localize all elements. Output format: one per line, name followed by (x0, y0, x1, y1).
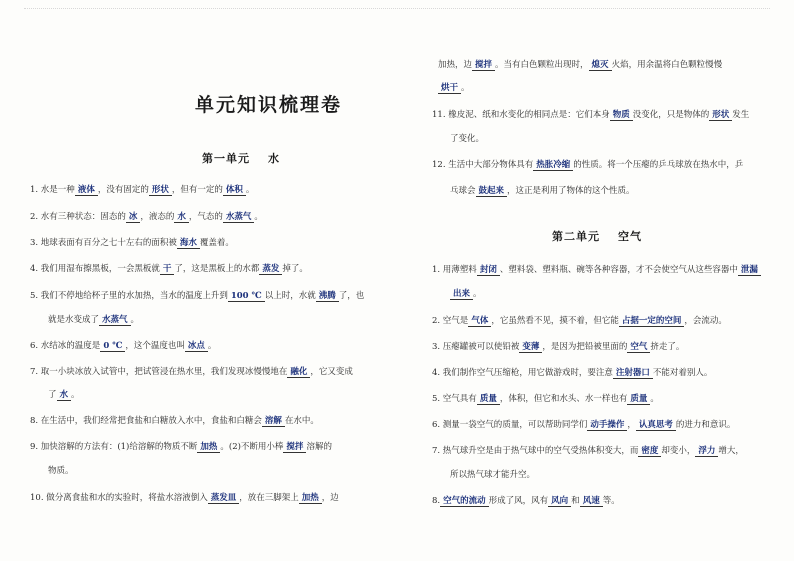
question-text: 。 (254, 212, 263, 222)
answer-blank: 出来 (450, 289, 473, 300)
page-top-rule (24, 8, 770, 9)
answer-blank: 泄漏 (738, 265, 761, 276)
question-text: 4. 我们用湿布擦黑板，一会黑板就 (30, 264, 160, 274)
question-text: 增大， (718, 446, 744, 456)
question-text: 6. 测量一袋空气的质量，可以帮助同学们 (432, 420, 588, 430)
answer-blank: 鼓起来 (476, 186, 508, 197)
unit-one-number: 第一单元 (202, 152, 250, 165)
answer-blank: 空气的流动 (440, 496, 489, 507)
question-text: 没变化，只是物体的 (632, 110, 710, 120)
answer-blank: 0 ℃ (100, 341, 125, 352)
unit-two-heading (552, 228, 642, 244)
answer-blank: 蒸发皿 (208, 493, 240, 504)
answer-blank: 气体 (468, 316, 491, 327)
question-text: 8. 在生活中，我们经常把食盐和白糖放入水中，食盐和白糖会 (30, 416, 262, 426)
answer-blank: 水 (57, 390, 72, 401)
question-text: 和 (571, 496, 580, 506)
answer-blank: 空气 (627, 342, 650, 353)
answer-blank: 占据一定的空间 (619, 316, 685, 327)
question-line (432, 265, 761, 276)
answer-blank: 海水 (177, 238, 200, 249)
question-text: 12. 生活中大部分物体具有 (432, 160, 534, 170)
question-text: 6. 水结冰的温度是 (30, 341, 101, 351)
answer-blank: 物质 (610, 110, 633, 121)
answer-blank: 加热 (299, 493, 322, 504)
question-line (432, 496, 620, 507)
question-line (432, 110, 749, 121)
answer-blank: 沸腾 (316, 291, 339, 302)
question-text: ，气态的 (188, 212, 223, 222)
question-text: 、塑料袋、塑料瓶、碗等各种容器，才不会使空气从这些容器中 (499, 265, 738, 275)
question-text: 加热，边 (438, 60, 473, 70)
question-text: 挤走了。 (650, 342, 685, 352)
question-line (438, 60, 722, 71)
question-line (450, 289, 482, 300)
question-text: 了 (48, 390, 57, 400)
question-text: 5. 我们不停地给杯子里的水加热，当水的温度上升到 (30, 291, 228, 301)
answer-blank: 水蒸气 (223, 212, 255, 223)
question-line (30, 264, 308, 275)
question-line (432, 316, 727, 327)
answer-blank: 溶解 (262, 416, 285, 427)
question-line (30, 416, 319, 427)
answer-blank: 风速 (580, 496, 603, 507)
question-line (48, 390, 80, 401)
question-text: 3. 压瘪罐被可以使铅被 (432, 342, 520, 352)
question-text: ，会流动。 (684, 316, 727, 326)
answer-blank: 水蒸气 (99, 315, 131, 326)
question-text: 乓球会 (450, 186, 476, 196)
question-line (30, 493, 339, 504)
unit-two-number: 第二单元 (552, 230, 600, 243)
question-line (30, 185, 254, 196)
question-text: 。 (71, 390, 80, 400)
question-text: 8. (432, 496, 441, 506)
question-text: 。 (650, 394, 659, 404)
answer-blank: 浮力 (695, 446, 718, 457)
answer-blank: 质量 (477, 394, 500, 405)
question-line (30, 367, 353, 378)
question-text: ，放在三脚架上 (239, 493, 299, 503)
question-text: 了变化。 (450, 134, 485, 144)
answer-blank: 冰 (126, 212, 141, 223)
answer-blank: 水 (174, 212, 189, 223)
question-text: 。(2)不断用小棒 (220, 442, 284, 452)
question-text: 9. 加快溶解的方法有：(1)给溶解的物质不断 (30, 442, 198, 452)
question-text: 7. 取一小块冰放入试管中，把试管浸在热水里，我们发现冰慢慢地在 (30, 367, 288, 377)
answer-blank: 风向 (548, 496, 571, 507)
question-text: 掉了。 (282, 264, 308, 274)
answer-blank: 加热 (197, 442, 220, 453)
question-text: 。 (207, 341, 217, 351)
question-line (30, 291, 364, 302)
unit-one-heading (202, 150, 280, 166)
question-text: ，边 (321, 493, 339, 503)
question-text: 了，这是黑板上的水都 (174, 264, 260, 274)
question-text: 2. 水有三种状态：固态的 (30, 212, 126, 222)
question-line (432, 160, 743, 171)
question-text: 溶解的 (306, 442, 332, 452)
question-text: 1. 用薄塑料 (432, 265, 477, 275)
answer-blank: 形状 (149, 185, 172, 196)
answer-blank: 熄灭 (589, 60, 612, 71)
question-line (450, 134, 484, 145)
question-text: 5. 空气具有 (432, 394, 477, 404)
question-text: ， (627, 420, 636, 430)
question-text: 了，也 (338, 291, 365, 301)
answer-blank: 烘干 (438, 83, 461, 94)
question-text: 火焰，用余温将白色颗粒慢慢 (611, 60, 723, 70)
question-text: 。 (130, 315, 140, 325)
question-text: 物质。 (48, 466, 74, 476)
answer-blank: 热胀冷缩 (533, 160, 573, 171)
question-line (432, 446, 744, 457)
question-text: 3. 地球表面有百分之七十左右的面积被 (30, 238, 177, 248)
answer-blank: 100 ℃ (228, 291, 265, 302)
question-text: 1. 水是一种 (30, 185, 75, 195)
answer-blank: 质量 (627, 394, 650, 405)
answer-blank: 干 (160, 264, 175, 275)
question-text: 在水中。 (284, 416, 319, 426)
question-line (438, 83, 470, 94)
question-line (432, 368, 712, 379)
unit-one-name: 水 (268, 152, 280, 165)
question-text: 等。 (602, 496, 620, 506)
question-text: ，这正是利用了物体的这个性质。 (507, 186, 635, 196)
answer-blank: 形状 (709, 110, 732, 121)
question-text: ，但有一定的 (171, 185, 223, 195)
question-text: 却变小， (661, 446, 696, 456)
question-text: ，没有固定的 (97, 185, 149, 195)
question-text: 。 (473, 289, 482, 299)
question-line (450, 186, 635, 197)
question-line (30, 341, 216, 352)
unit-two-name: 空气 (618, 230, 642, 243)
question-text: ，是因为把铅被里面的 (542, 342, 628, 352)
answer-blank: 变薄 (519, 342, 542, 353)
question-text: 覆盖着。 (199, 238, 234, 248)
question-text: ，体积，但它和水头、水一样也有 (499, 394, 628, 404)
question-text: ，液态的 (140, 212, 175, 222)
question-text: 的性质。将一个压瘪的乒乓球放在热水中，乒 (573, 160, 744, 170)
answer-blank: 注射器口 (613, 368, 653, 379)
question-line (30, 212, 263, 223)
question-text: 所以热气球才能升空。 (450, 470, 536, 480)
answer-blank: 封闭 (477, 265, 500, 276)
question-line (432, 394, 659, 405)
question-text: ，它又变成 (310, 367, 353, 377)
question-text: 。 (245, 185, 255, 195)
question-line (30, 238, 234, 249)
question-text: 以上时，水就 (264, 291, 316, 301)
question-text: 。当有白色颗粒出现时， (495, 60, 589, 70)
answer-blank: 搅拌 (283, 442, 306, 453)
answer-blank: 体积 (223, 185, 246, 196)
question-text: 发生 (732, 110, 750, 120)
answer-blank: 动手操作 (587, 420, 627, 431)
page-title: 单元知识梳理卷 (195, 94, 343, 116)
question-text: ，这个温度也叫 (125, 341, 185, 351)
answer-blank: 液体 (75, 185, 98, 196)
question-text: 不能对着别人。 (652, 368, 713, 378)
question-text: 。 (461, 83, 470, 93)
question-line (432, 420, 735, 431)
question-text: 11. 橡皮泥、纸和水变化的相同点是：它们本身 (432, 110, 610, 120)
question-line (48, 315, 139, 326)
question-text: 4. 我们制作空气压缩枪，用它做游戏时，要注意 (432, 368, 613, 378)
answer-blank: 密度 (638, 446, 661, 457)
question-text: 7. 热气球升空是由于热气球中的空气受热体积变大，而 (432, 446, 639, 456)
question-line (450, 470, 535, 481)
question-text: 的进力和意识。 (675, 420, 736, 430)
question-text: ，它虽然看不见，摸不着，但它能 (491, 316, 619, 326)
answer-blank: 融化 (287, 367, 310, 378)
answer-blank: 认真思考 (636, 420, 676, 431)
question-line (432, 342, 684, 353)
answer-blank: 蒸发 (259, 264, 282, 275)
question-text: 就是水变成了 (48, 315, 100, 325)
answer-blank: 冰点 (185, 341, 208, 352)
question-text: 10. 做分离食盐和水的实验时，将盐水溶液倒入 (30, 493, 208, 503)
question-text: 形成了风，风有 (488, 496, 549, 506)
question-text: 2. 空气是 (432, 316, 469, 326)
answer-blank: 搅拌 (472, 60, 495, 71)
question-line (30, 442, 332, 453)
question-line (48, 466, 74, 477)
